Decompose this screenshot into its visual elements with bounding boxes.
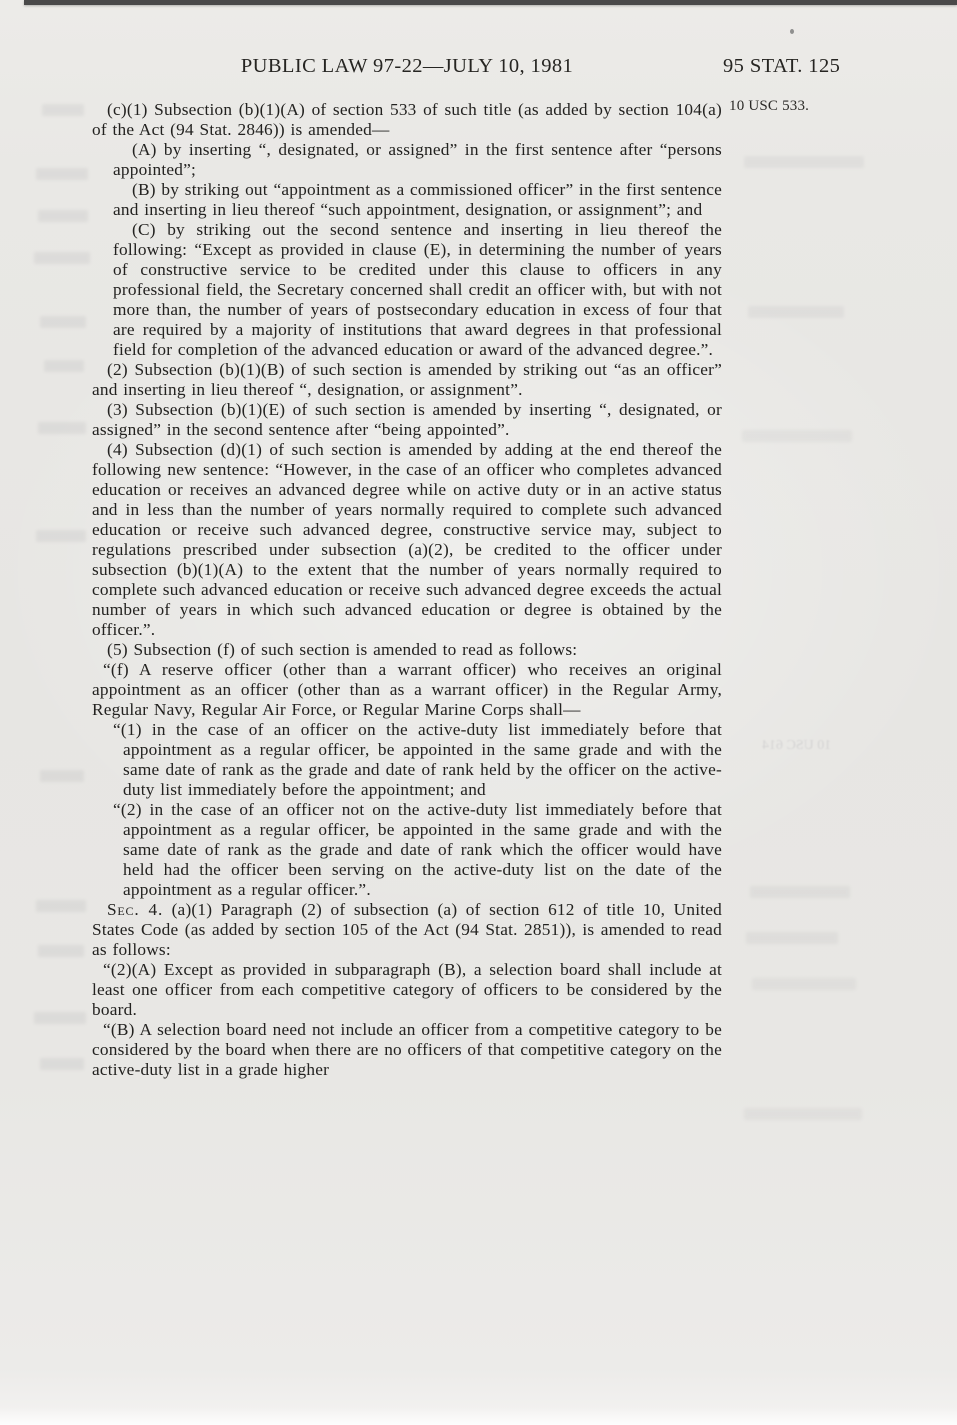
bleed-through-smudge — [42, 104, 84, 116]
statute-paragraph: Sec. 4. (a)(1) Paragraph (2) of subsection (a) of section 612 of title 10, United States Code (as added by section 105 of the Act (94 Stat. 2851)), is amended to read as follows: — [92, 900, 722, 959]
bleed-through-smudge — [744, 156, 864, 168]
bleed-through-smudge — [40, 316, 86, 328]
statute-paragraph: (4) Subsection (d)(1) of such section is amended by adding at the end thereof the following new sentence: “However, in the case of an officer who completes advanced education or receives an advanced degree while on active duty or in an active status and in less than the number of years normally required to complete such advanced education or receive such advanced degree, constructive service may, subject to regulations prescribed under subsection (a)(2), be credited to the officer under subsection (b)(1)(A) to the extent that the number of years normally required to complete such advanced education or receive such advanced degree exceeds the actual number of years in which such advanced education or degree is obtained by the officer.”. — [92, 440, 722, 639]
statute-paragraph: “(2) in the case of an officer not on the active-duty list immediately before that appointment as a regular officer, be appointed in the same grade and with the same date of rank as the grade and date of rank which the officer would have held had the officer been serving on the active-duty list on the date of the appointment as a regular officer.”. — [113, 800, 722, 899]
statute-paragraph: (3) Subsection (b)(1)(E) of such section is amended by inserting “, designated, or assigned” in the second sentence after “being appointed”. — [92, 400, 722, 439]
scan-bottom-fade — [0, 1407, 957, 1425]
bleed-through-smudge — [40, 1058, 84, 1070]
bleed-through-smudge — [40, 770, 84, 782]
statute-paragraph: (A) by inserting “, designated, or assigned” in the first sentence after “persons appointed”; — [113, 140, 722, 179]
statute-paragraph: (2) Subsection (b)(1)(B) of such section is amended by striking out “as an officer” and inserting in lieu thereof “, designation, or assignment”. — [92, 360, 722, 399]
bleed-through-smudge — [750, 886, 850, 898]
bleed-through-usc-citation: 10 USC 614 — [762, 738, 832, 753]
statute-paragraph: “(f) A reserve officer (other than a warrant officer) who receives an original appointment as an officer (other than as a warrant officer) in the Regular Army, Regular Navy, Regular Air Force, or Regular Marine Corps shall— — [92, 660, 722, 719]
statute-paragraph: “(1) in the case of an officer on the active-duty list immediately before that appointment as a regular officer, be appointed in the same grade and with the same date of rank as the grade and date of rank held by the officer on the active-duty list immediately before the appointment; and — [113, 720, 722, 799]
bleed-through-smudge — [44, 360, 84, 372]
bleed-through-smudge — [748, 306, 844, 318]
statute-paragraph: (B) by striking out “appointment as a commissioned officer” in the first sentence and inserting in lieu thereof “such appointment, designation, or assignment”; and — [113, 180, 722, 219]
statute-paragraph: (C) by striking out the second sentence and inserting in lieu thereof the following: “Except as provided in clause (E), in determining the number of years of constructive service to be credited under this clause to officers in any professional field, the Secretary concerned shall credit an officer with, but with not more than, the number of years of postsecondary education in excess of four that are required by a majority of institutions that award degrees in that professional field for completion of the advanced education or award of the advanced degree.”. — [113, 220, 722, 359]
statute-paragraph: “(2)(A) Except as provided in subparagraph (B), a selection board shall include at least one officer from each competitive category of officers to be considered by the board. — [92, 960, 722, 1019]
bleed-through-smudge — [38, 422, 86, 434]
bleed-through-smudge — [36, 530, 86, 542]
statute-paragraph: (5) Subsection (f) of such section is amended to read as follows: — [107, 640, 578, 659]
section-number-label: Sec. 4. — [107, 900, 164, 919]
running-head — [0, 55, 957, 81]
bleed-through-smudge — [34, 252, 90, 264]
bleed-through-smudge — [752, 978, 856, 990]
statute-paragraph: (c)(1) Subsection (b)(1)(A) of section 533 of such title (as added by section 104(a) of the Act (94 Stat. 2846)) is amended— — [92, 100, 722, 139]
bleed-through-smudge — [34, 1012, 86, 1024]
stat-page-number: 95 STAT. 125 — [723, 55, 841, 77]
text-column — [92, 100, 722, 1080]
bleed-through-smudge — [36, 168, 88, 180]
bleed-through-smudge — [744, 1108, 862, 1120]
scan-edge-bar — [24, 0, 957, 5]
bleed-through-smudge — [38, 945, 84, 957]
bleed-through-smudge — [746, 932, 838, 944]
margin-note-usc-citation: 10 USC 533. — [729, 98, 810, 114]
bleed-through-smudge — [38, 210, 88, 222]
page-title: PUBLIC LAW 97-22—JULY 10, 1981 — [240, 55, 574, 77]
paper-speck — [790, 29, 794, 34]
bleed-through-smudge — [742, 430, 852, 442]
bleed-through-smudge — [36, 900, 86, 912]
statute-paragraph: “(B) A selection board need not include an officer from a competitive category to be considered by the board when there are no officers of that competitive category on the active-duty list in a grade higher — [92, 1020, 722, 1079]
